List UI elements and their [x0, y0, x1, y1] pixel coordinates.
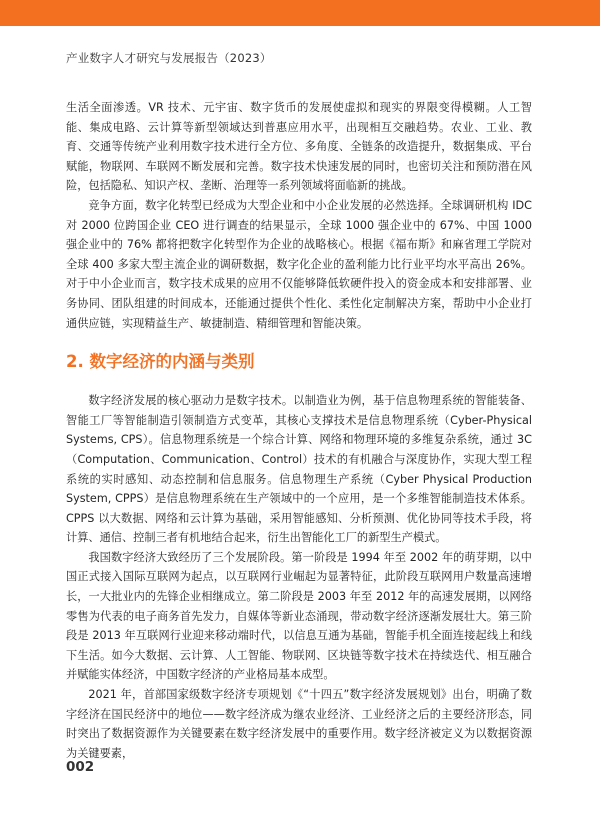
paragraph-planning-2021: 2021 年，首部国家级数字经济专项规划《“十四五”数字经济发展规划》出台，明确了数字经济在国民经济中的地位——数字经济成为继农业经济、工业经济之后的主要经济形态，同时突出了数据资源作为关键要素在数字经济发展中的重要作用。数字经济被定义为以数据资源为关键要素，: [66, 688, 532, 760]
body-content: [66, 98, 532, 763]
page-number: 002: [66, 759, 95, 775]
paragraph-core-driver: 数字经济发展的核心驱动力是数字技术。以制造业为例，基于信息物理系统的智能装备、智能工厂等智能制造引领制造方式变革，其核心支撑技术是信息物理系统（Cyber-Physical Systems, CPS）。信息物理系统是一个综合计算、网络和物理环境的多维复杂系统，通过 3C（Computation、Communication、Control）技术的有机融合与深度协作，实现大型工程系统的实时感知、动态控制和信息服务。信息物理生产系统（Cyber Physical Production System, CPPS）是信息物理系统在生产领域中的一个应用，是一个多维智能制造技术体系。CPPS 以大数据、网络和云计算为基础，采用智能感知、分析预测、优化协同等技术手段，将计算、通信、控制三者有机地结合起来，衍生出智能化工厂的新型生产模式。: [66, 394, 532, 545]
running-header: 产业数字人才研究与发展报告（2023）: [66, 51, 272, 65]
paragraph-development-stages: 我国数字经济大致经历了三个发展阶段。第一阶段是 1994 年至 2002 年的萌芽期，以中国正式接入国际互联网为起点，以互联网行业崛起为显著特征，此阶段互联网用户数量高速增长，一大批业内的先锋企业相继成立。第二阶段是 2003 年至 2012 年的高速发展期，以网络零售为代表的电子商务首先发力，自媒体等新业态涌现，带动数字经济逐渐发展壮大。第三阶段是 2013 年互联网行业迎来移动端时代，以信息互通为基础，智能手机全面连接起线上和线下生活。如今大数据、云计算、人工智能、物联网、区块链等数字技术在持续迭代、相互融合并赋能实体经济，中国数字经济的产业格局基本成型。: [66, 550, 532, 682]
top-accent-bar: [0, 0, 600, 26]
paragraph-competition: 竞争方面，数字化转型已经成为大型企业和中小企业发展的必然选择。全球调研机构 IDC 对 2000 位跨国企业 CEO 进行调查的结果显示，全球 1000 强企业中的 67%、中国 1000 强企业中的 76% 都将把数字化转型作为企业的战略核心。根据《福布斯》和麻省理工学院对全球 400 多家大型主流企业的调研数据，数字化企业的盈利能力比行业平均水平高出 26%。对于中小企业而言，数字技术成果的应用不仅能够降低软硬件投入的资金成本和安排部署、业务协同、团队组建的时间成本，还能通过提供个性化、柔性化定制解决方案，帮助中小企业打通供应链，实现精益生产、敏捷制造、精细管理和智能决策。: [66, 198, 532, 330]
paragraph-continued: 生活全面渗透。VR 技术、元宇宙、数字货币的发展使虚拟和现实的界限变得模糊。人工智能、集成电路、云计算等新型领域达到普惠应用水平，出现相互交融趋势。农业、工业、教育、交通等传统产业利用数字技术进行全方位、多角度、全链条的改造提升，数据集成、平台赋能，物联网、车联网不断发展和完善。数字技术快速发展的同时，也密切关注和预防潜在风险，包括隐私、知识产权、垄断、治理等一系列领域将面临新的挑战。: [66, 101, 532, 193]
section-heading: 2. 数字经济的内涵与类别: [66, 352, 255, 372]
